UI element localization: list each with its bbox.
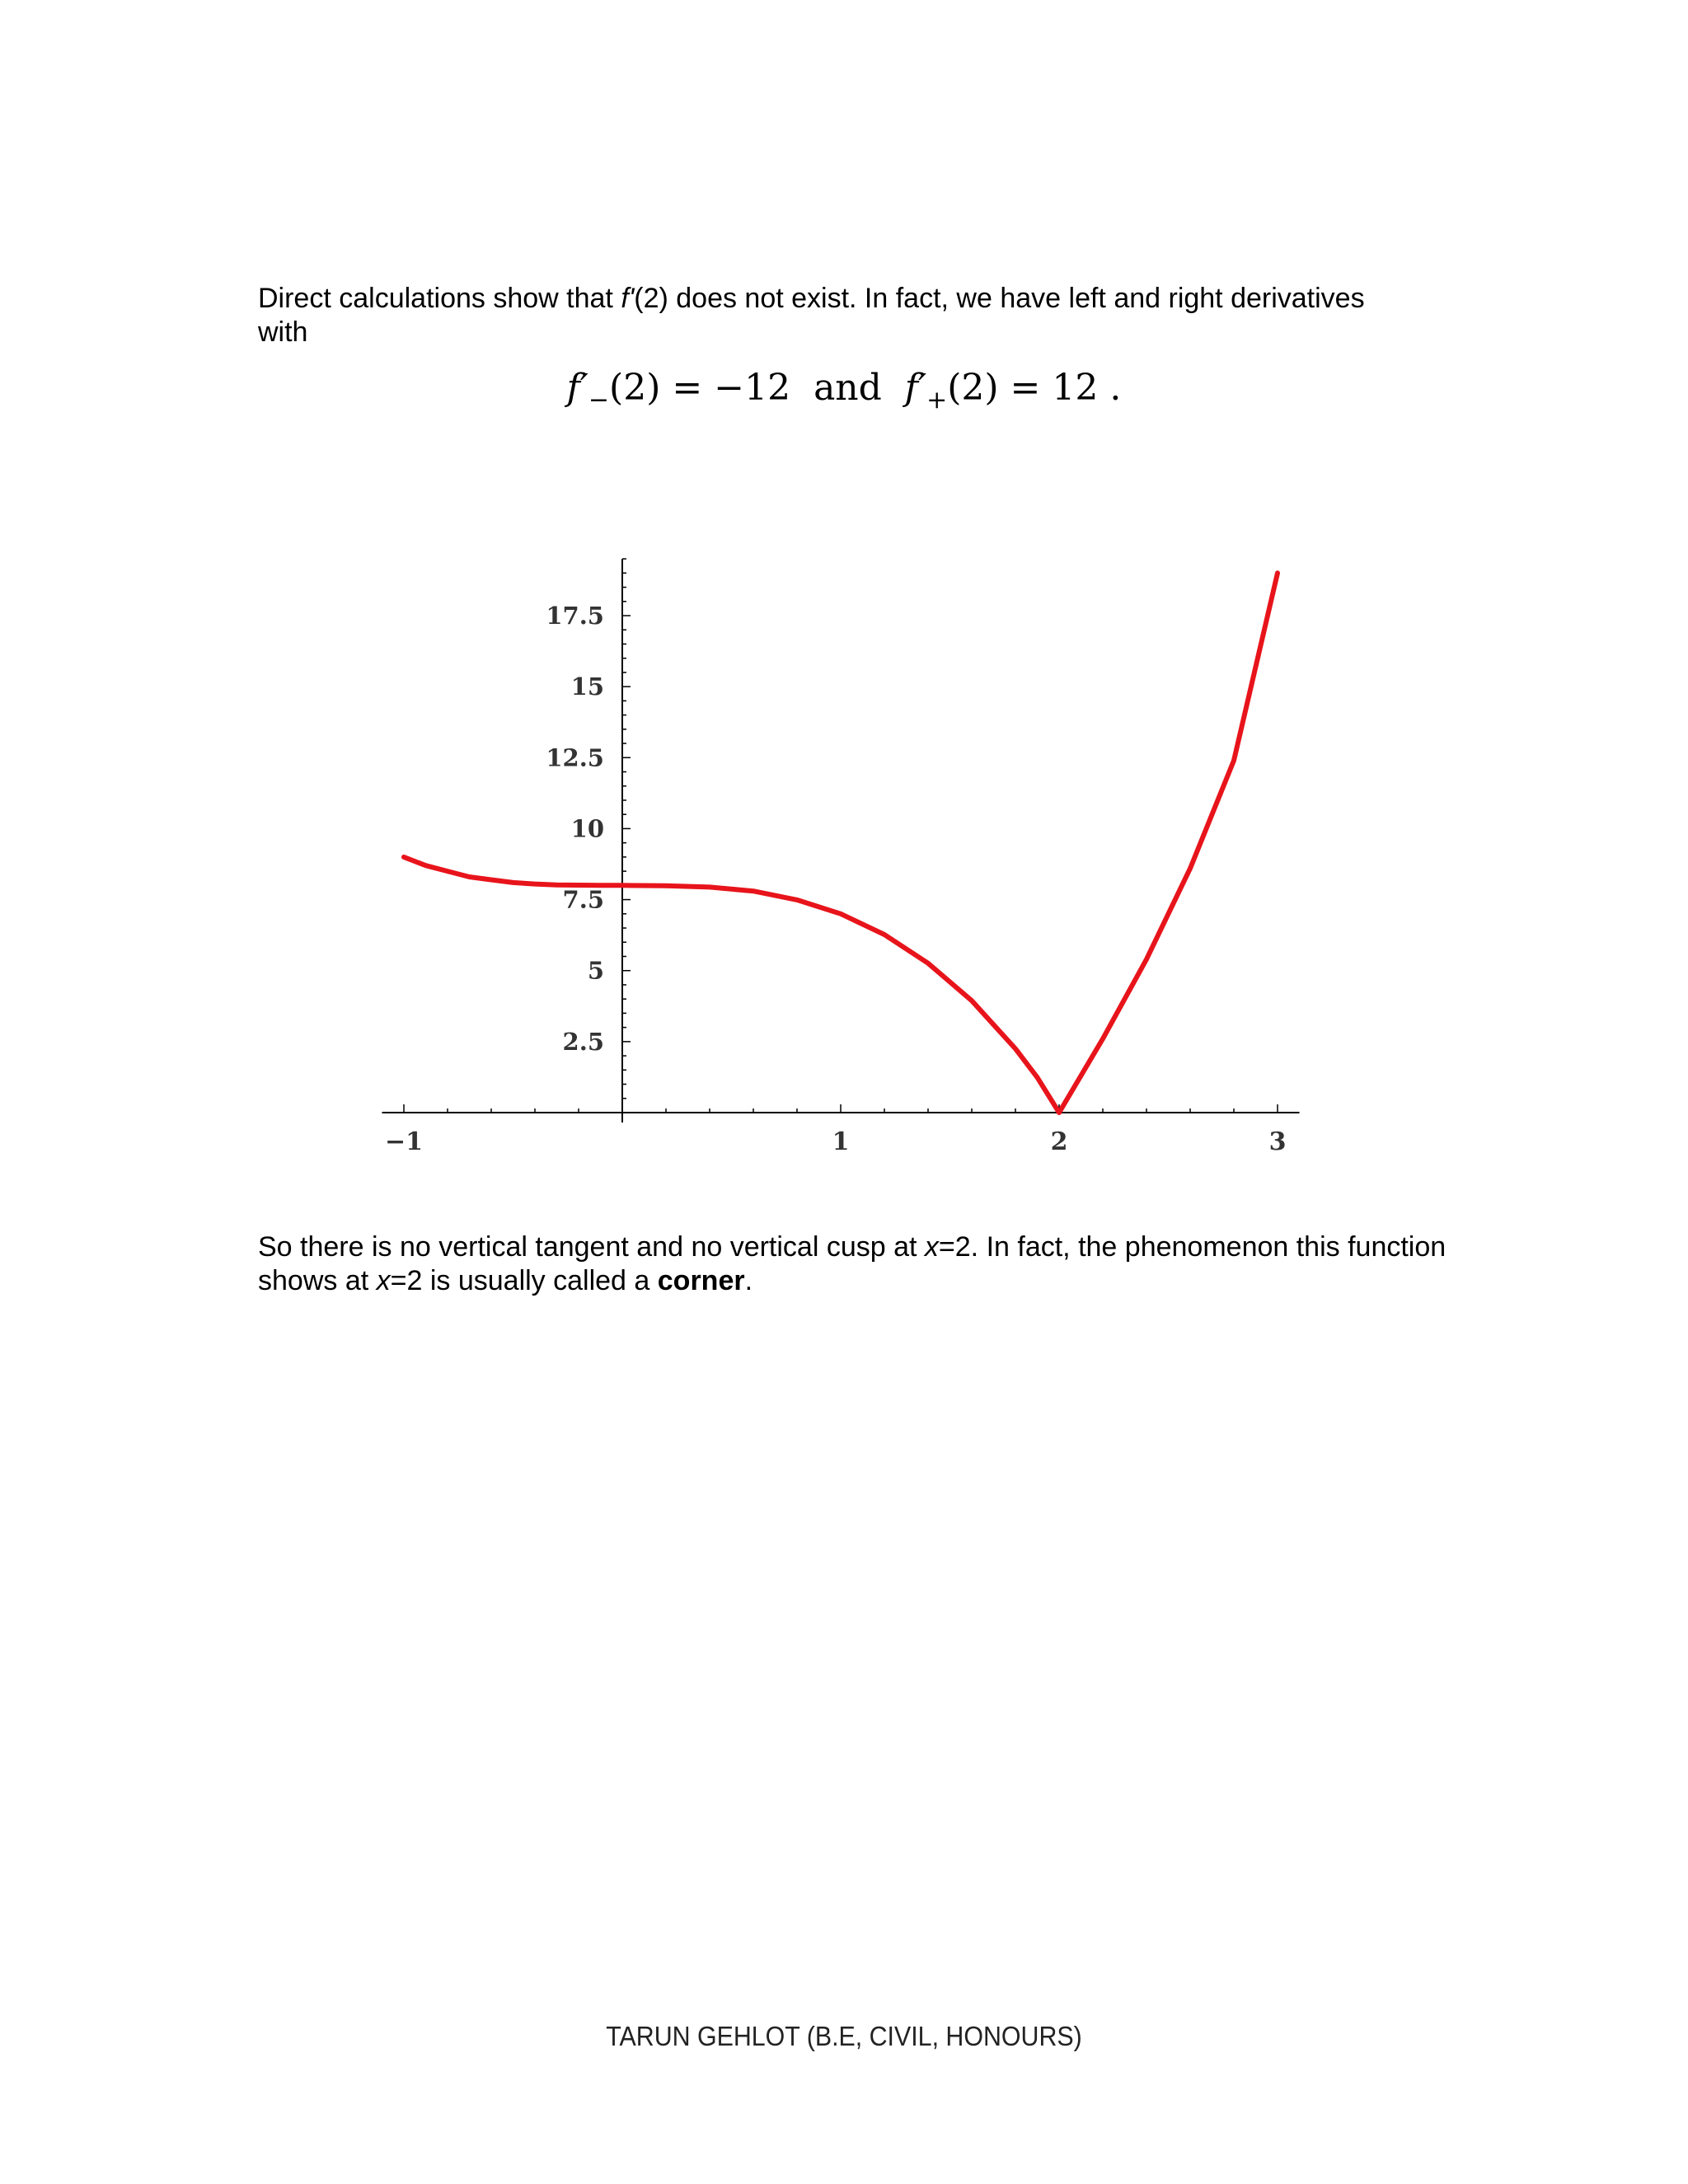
conclusion-x-2: x [376,1265,391,1296]
y-tick-label: 5 [587,956,604,985]
intro-fprime: f' [621,283,635,314]
function-graph [363,552,1319,1162]
x-tick-label: −1 [384,1127,424,1156]
intro-text-1: Direct calculations show that [258,283,621,314]
conclusion-text-3: =2 is usually called a [390,1265,658,1296]
right-derivative-subscript: + [926,385,948,415]
y-tick-label: 7.5 [562,885,604,914]
y-tick-label: 10 [570,814,604,843]
conclusion-text-1: So there is no vertical tangent and no vertical cusp at [258,1231,925,1263]
corner-term: corner [657,1265,745,1296]
x-tick-label: 2 [1050,1127,1068,1156]
conclusion-paragraph [258,1230,1461,1298]
right-derivative-symbol: f′ [904,367,927,409]
curve-group [404,573,1278,1113]
footer-author: TARUN GEHLOT (B.E, CIVIL, HONOURS) [606,2021,1082,2051]
conclusion-text-2: =2. In fact, the phenomenon this function shows at [258,1231,1447,1296]
intro-paragraph [258,282,1412,349]
left-derivative-subscript: − [588,385,610,415]
conclusion-x-1: x [924,1231,939,1263]
x-tick-label: 3 [1268,1127,1287,1156]
x-tick-label: 1 [832,1127,850,1156]
function-curve [404,573,1278,1113]
y-tick-label: 17.5 [546,602,604,630]
left-derivative-symbol: f′ [566,367,588,409]
y-tick-label: 15 [570,673,604,701]
equation-and: and [814,367,882,409]
axes [382,559,1300,1156]
left-derivative-value: (2) = −12 [609,367,791,409]
y-tick-label: 2.5 [562,1027,604,1056]
y-tick-label: 12.5 [546,743,604,772]
intro-text-2: (2) does not exist. In fact, we have left and right derivatives with [258,283,1365,348]
conclusion-text-4: . [744,1265,753,1296]
derivative-equation [0,367,1688,415]
right-derivative-value: (2) = 12 . [947,367,1122,409]
